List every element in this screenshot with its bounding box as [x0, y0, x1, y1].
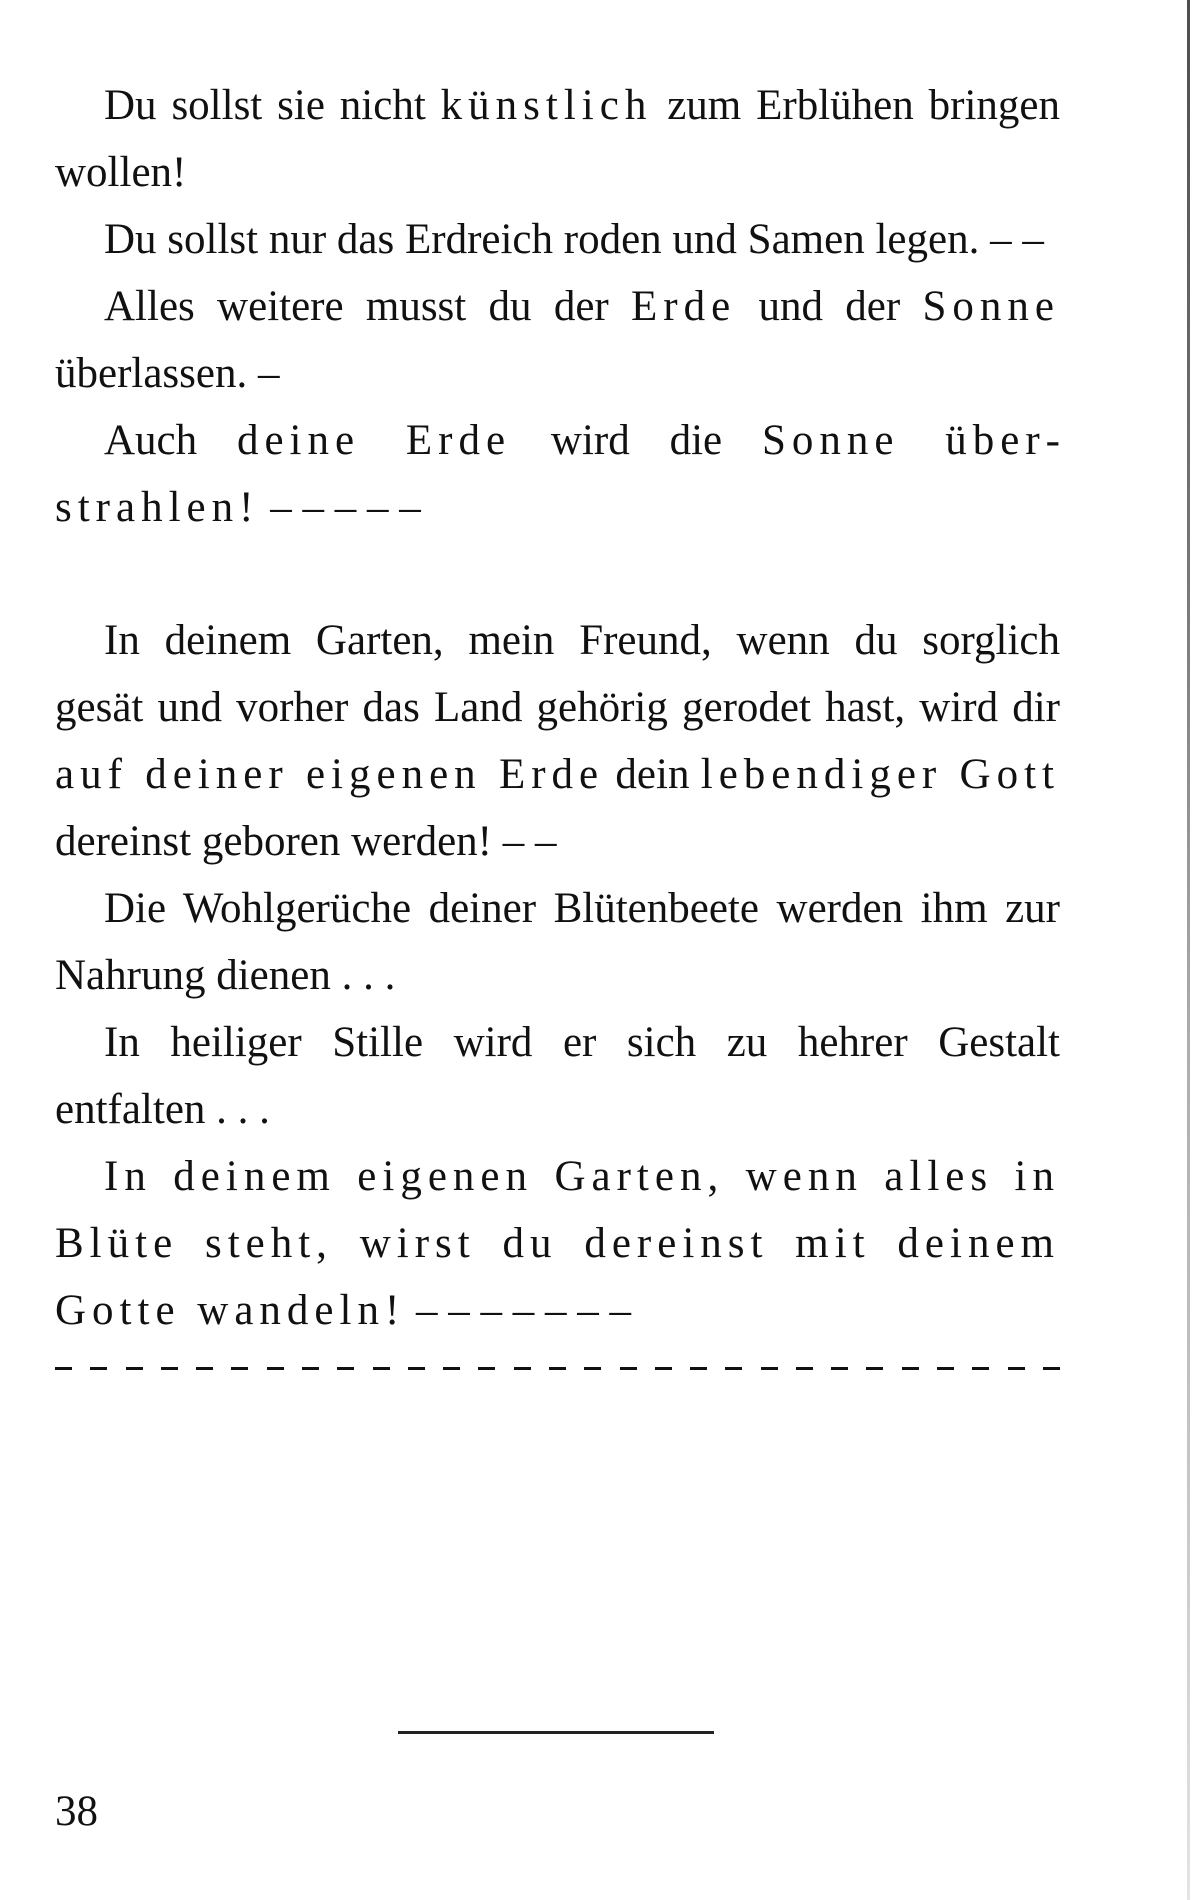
spaced-emphasis: Sonne überstrahlen! — [55, 417, 1060, 531]
spaced-emphasis: Sonne — [922, 283, 1060, 330]
scan-edge — [1187, 0, 1190, 1900]
text-run: wird die — [511, 417, 762, 464]
text-run: Du sollst sie nicht — [104, 82, 441, 129]
text-run: Die Wohlgerüche deiner Blütenbeete werden ihm zur Nahrung dienen . . . — [55, 885, 1060, 999]
text-run: Alles weitere musst du der — [104, 283, 632, 330]
paragraph-8 — [55, 1143, 1060, 1344]
paragraph-7 — [55, 1009, 1060, 1143]
text-run: überlassen. – — [55, 350, 280, 397]
text-run: und der — [736, 283, 923, 330]
page-number: 38 — [55, 1788, 98, 1835]
text-run: – – – – – — [259, 484, 421, 531]
text-run: In deinem Garten, mein Freund, wenn du sorglich gesät und vorher das Land gehörig gerodet hast, wird dir — [55, 617, 1060, 731]
text-run: dereinst geboren werden! – – — [55, 818, 557, 865]
spaced-emphasis: Erde — [631, 283, 737, 330]
spaced-emphasis: deine Erde — [236, 417, 512, 464]
paragraph-6 — [55, 875, 1060, 1009]
text-run: Du sollst nur das Erdreich roden und Samen legen. – – — [104, 216, 1044, 263]
spaced-emphasis: auf deiner eigenen Erde — [55, 751, 605, 798]
paragraph-2 — [55, 206, 1060, 273]
text-run: Auch — [104, 417, 237, 464]
page-text — [55, 72, 1060, 1388]
paragraph-1 — [55, 72, 1060, 206]
spaced-emphasis: In deinem eigenen Garten, wenn alles in Blüte steht, wirst du dereinst mit deinem Gotte wandeln! — [55, 1153, 1060, 1334]
paragraph-5 — [55, 607, 1060, 875]
spaced-emphasis: künstlich — [440, 82, 653, 129]
paragraph-3 — [55, 273, 1060, 407]
text-run: In heiliger Stille wird er sich zu hehrer Gestalt entfalten . . . — [55, 1019, 1060, 1133]
text-run: – – – – – – – — [405, 1287, 632, 1334]
spaced-emphasis: lebendiger Gott — [700, 751, 1060, 798]
text-run: zum Erblühen bringen wollen! — [55, 82, 1060, 196]
footnote-rule — [398, 1731, 714, 1734]
closing-dash-line — [55, 1348, 1060, 1388]
text-run: dein — [604, 751, 701, 798]
paragraph-4 — [55, 407, 1060, 541]
